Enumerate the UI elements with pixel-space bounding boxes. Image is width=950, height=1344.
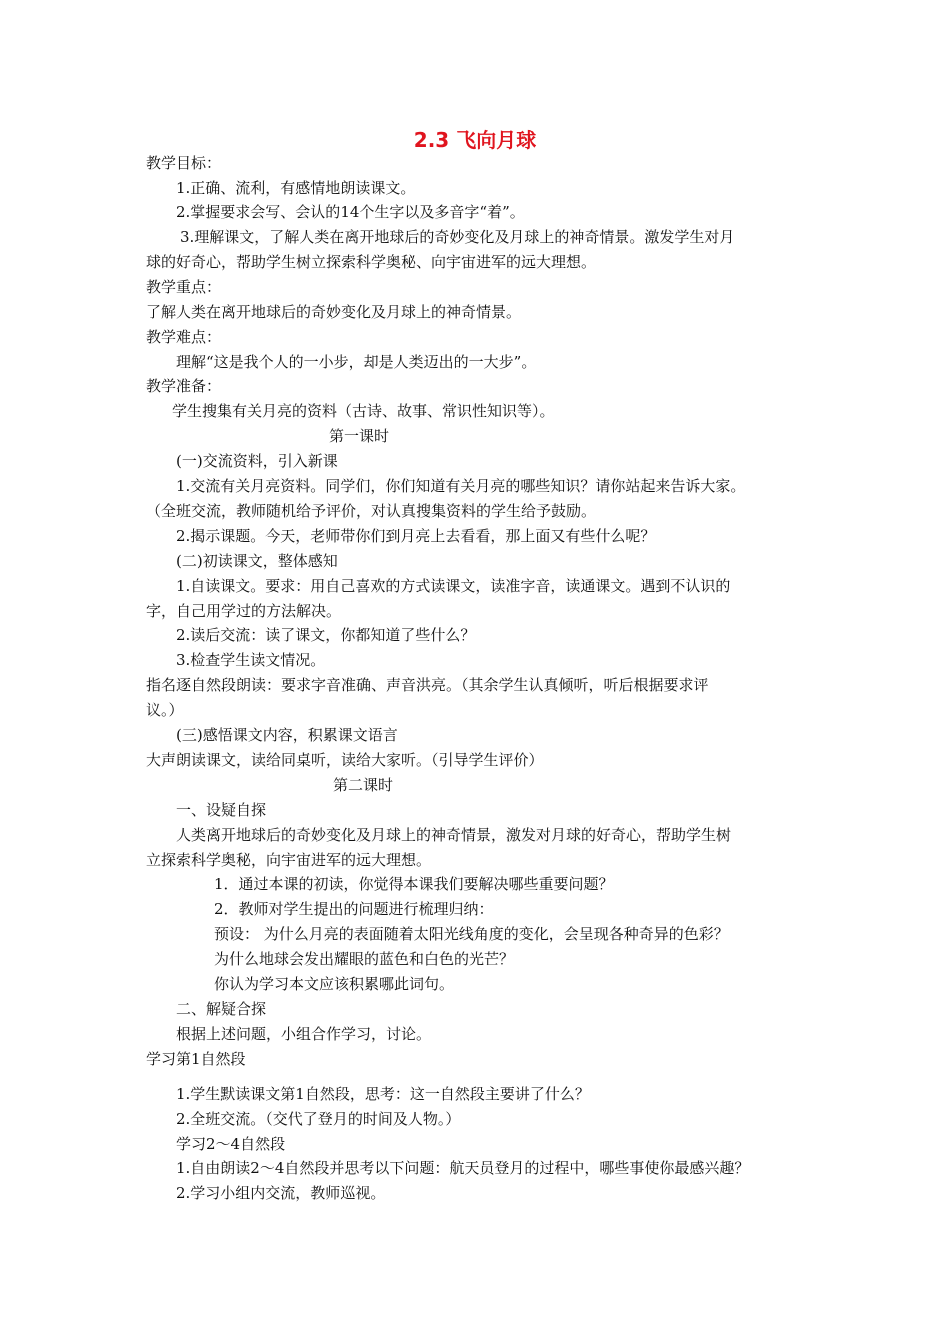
- subsection-heading: 学习2～4自然段: [176, 1135, 286, 1153]
- paragraph-line: 2.全班交流。（交代了登月的时间及人物。）: [176, 1110, 461, 1128]
- paragraph-line: 2．教师对学生提出的问题进行梳理归纳：: [214, 900, 494, 918]
- section-heading: (三)感悟课文内容，积累课文语言: [176, 726, 398, 744]
- paragraph-line: 大声朗读课文，读给同桌听，读给大家听。（引导学生评价）: [146, 751, 544, 769]
- lesson-heading: 第二课时: [333, 776, 394, 794]
- heading-preparation: 教学准备：: [146, 377, 222, 395]
- paragraph-line: 议。）: [146, 701, 184, 719]
- paragraph-line: 立探索科学奥秘，向宇宙进军的远大理想。: [146, 851, 432, 869]
- paragraph-line: 1.自由朗读2～4自然段并思考以下问题：航天员登月的过程中，哪些事使你最感兴趣？: [176, 1159, 750, 1177]
- paragraph-line: 2.读后交流：读了课文，你都知道了些什么？: [176, 626, 476, 644]
- heading-difficulties: 教学难点：: [146, 328, 222, 346]
- paragraph-line: 根据上述问题，小组合作学习，讨论。: [176, 1025, 432, 1043]
- subsection-heading: 学习第1自然段: [146, 1050, 246, 1068]
- paragraph-line: 球的好奇心，帮助学生树立探索科学奥秘、向宇宙进军的远大理想。: [146, 253, 597, 271]
- paragraph-line: 1．通过本课的初读，你觉得本课我们要解决哪些重要问题？: [214, 875, 614, 893]
- objective-item: 1.正确、流利，有感情地朗读课文。: [176, 179, 416, 197]
- paragraph-line: （全班交流，教师随机给予评价，对认真搜集资料的学生给予鼓励。: [146, 502, 597, 520]
- section-heading: 二、解疑合探: [176, 1000, 267, 1018]
- paragraph-line: 1.自读课文。要求：用自己喜欢的方式读课文，读准字音，读通课文。遇到不认识的: [176, 577, 731, 595]
- objective-item: 3.理解课文，了解人类在离开地球后的奇妙变化及月球上的神奇情景。激发学生对月: [180, 228, 735, 246]
- objective-item: 2.掌握要求会写、会认的14个生字以及多音字“着”。: [176, 203, 525, 221]
- paragraph-line: 1.交流有关月亮资料。同学们，你们知道有关月亮的哪些知识？请你站起来告诉大家。: [176, 477, 746, 495]
- paragraph-line: 2.学习小组内交流，教师巡视。: [176, 1184, 386, 1202]
- paragraph-line: 人类离开地球后的奇妙变化及月球上的神奇情景，激发对月球的好奇心，帮助学生树: [176, 826, 732, 844]
- heading-objectives: 教学目标：: [146, 154, 222, 172]
- section-heading: (二)初读课文，整体感知: [176, 552, 338, 570]
- paragraph-line: 你认为学习本文应该积累哪此词句。: [214, 975, 455, 993]
- heading-key-points: 教学重点：: [146, 278, 222, 296]
- document-title: 2.3 飞向月球: [413, 128, 537, 152]
- paragraph-line: 学生搜集有关月亮的资料（古诗、故事、常识性知识等）。: [172, 402, 555, 420]
- paragraph-line: 预设： 为什么月亮的表面随着太阳光线角度的变化，会呈现各种奇异的色彩？: [214, 925, 729, 943]
- paragraph-line: 2.揭示课题。今天，老师带你们到月亮上去看看，那上面又有些什么呢？: [176, 527, 656, 545]
- paragraph-line: 指名逐自然段朗读：要求字音准确、声音洪亮。（其余学生认真倾听，听后根据要求评: [146, 676, 709, 694]
- paragraph-line: 3.检查学生读文情况。: [176, 651, 326, 669]
- lesson-heading: 第一课时: [329, 427, 390, 445]
- paragraph-line: 理解“这是我个人的一小步，却是人类迈出的一大步”。: [176, 353, 537, 371]
- section-heading: (一)交流资料，引入新课: [176, 452, 338, 470]
- paragraph-line: 字，自己用学过的方法解决。: [146, 602, 342, 620]
- paragraph-line: 1.学生默读课文第1自然段，思考：这一自然段主要讲了什么？: [176, 1085, 590, 1103]
- paragraph-line: 了解人类在离开地球后的奇妙变化及月球上的神奇情景。: [146, 303, 522, 321]
- section-heading: 一、设疑自探: [176, 801, 267, 819]
- paragraph-line: 为什么地球会发出耀眼的蓝色和白色的光芒？: [214, 950, 515, 968]
